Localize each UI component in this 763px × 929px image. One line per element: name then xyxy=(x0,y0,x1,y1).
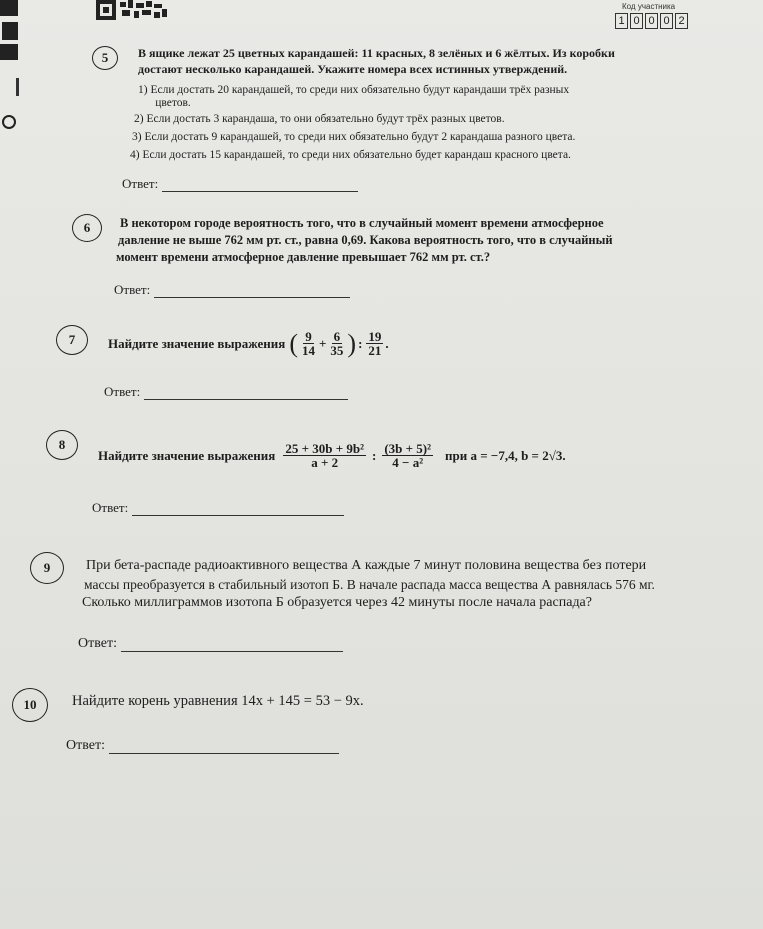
fraction-3-den: 21 xyxy=(368,343,382,358)
fraction-2-den: 35 xyxy=(330,343,344,358)
answer-label: Ответ: xyxy=(92,500,129,515)
question-9-number: 9 xyxy=(30,552,64,584)
end-period: . xyxy=(385,336,389,351)
answer-label: Ответ: xyxy=(104,384,141,399)
question-5-option-2: 2) Если достать 3 карандаша, то они обязательно будут трёх разных цветов. xyxy=(134,113,505,125)
fraction-1-num: 9 xyxy=(305,329,312,344)
code-digit-1: 1 xyxy=(615,13,628,29)
question-6-text-3: момент времени атмосферное давление превышает 762 мм рт. ст.? xyxy=(116,250,491,264)
fraction-3-num: 19 xyxy=(368,329,382,344)
close-paren: ) xyxy=(347,329,357,358)
fraction-2 xyxy=(328,330,345,357)
code-digit-2: 0 xyxy=(630,13,643,29)
fraction-1 xyxy=(283,442,366,469)
question-5-option-4: 4) Если достать 15 карандашей, то среди них обязательно будет карандаш красного цвета. xyxy=(130,149,571,161)
question-9-text-3: Сколько миллиграммов изотопа Б образуется через 42 минуты после начала распада? xyxy=(82,595,592,610)
question-8-condition: при a = −7,4, b = 2√3. xyxy=(445,448,566,463)
question-7-answer[interactable] xyxy=(104,384,348,400)
participant-code-label: Код участника xyxy=(622,2,676,11)
fraction-1-num: 25 + 30b + 9b² xyxy=(285,441,364,456)
question-7-text: Найдите значение выражения xyxy=(108,336,286,351)
margin-tick-icon xyxy=(16,78,19,96)
divide-sign: : xyxy=(358,336,363,351)
question-6-text-1: В некотором городе вероятность того, что в случайный момент времени атмосферное xyxy=(120,216,604,230)
question-7-number: 7 xyxy=(56,325,88,355)
question-5-option-1-cont: цветов. xyxy=(138,97,191,109)
question-5-number: 5 xyxy=(92,46,118,70)
question-8-number: 8 xyxy=(46,430,78,460)
question-5-text-1: В ящике лежат 25 цветных карандашей: 11 красных, 8 зелёных и 6 жёлтых. Из коробки xyxy=(138,46,615,60)
question-5-option-3: 3) Если достать 9 карандашей, то среди них обязательно будут 2 карандаша разного цвета. xyxy=(132,131,576,143)
question-6-answer[interactable] xyxy=(114,282,350,298)
question-5-option-1: 1) Если достать 20 карандашей, то среди них обязательно будут карандаши трёх разных xyxy=(138,84,570,96)
question-8-answer[interactable] xyxy=(92,500,344,516)
fraction-1 xyxy=(300,330,317,357)
margin-circle-icon xyxy=(2,115,16,129)
plus-sign: + xyxy=(318,336,327,351)
fraction-1-den: 14 xyxy=(301,343,315,358)
participant-code-boxes xyxy=(615,13,688,29)
answer-label: Ответ: xyxy=(114,282,151,297)
open-paren: ( xyxy=(289,329,298,358)
fraction-2-num: 6 xyxy=(333,329,341,344)
fraction-2-num: (3b + 5)² xyxy=(384,441,432,456)
corner-marker-low xyxy=(0,44,18,60)
question-9-text-1: При бета-распаде радиоактивного вещества А каждые 7 минут половина вещества без потери xyxy=(86,558,647,573)
question-10-number: 10 xyxy=(12,688,48,722)
corner-marker-top xyxy=(0,0,18,16)
question-10-answer[interactable] xyxy=(66,738,339,754)
fraction-1-den: a + 2 xyxy=(311,455,339,470)
answer-label: Ответ: xyxy=(78,636,117,651)
question-8-expression xyxy=(98,442,566,469)
code-digit-4: 0 xyxy=(660,13,673,29)
question-10-text: Найдите корень уравнения 14x + 145 = 53 − 9x. xyxy=(72,693,364,709)
question-7-expression xyxy=(108,330,389,357)
code-digit-3: 0 xyxy=(645,13,658,29)
question-5-text-2: достают несколько карандашей. Укажите номера всех истинных утверждений. xyxy=(138,62,568,76)
corner-marker-mid xyxy=(2,22,18,40)
divide-sign: : xyxy=(372,448,377,463)
question-6-text-2: давление не выше 762 мм рт. ст., равна 0,69. Какова вероятность того, что в случайный xyxy=(118,233,613,247)
qr-code xyxy=(96,0,168,20)
code-digit-5: 2 xyxy=(675,13,688,29)
question-8-text: Найдите значение выражения xyxy=(98,448,276,463)
question-9-text-2: массы преобразуется в стабильный изотоп Б. В начале распада масса вещества А равнялась 576 мг. xyxy=(84,577,655,592)
question-6-number: 6 xyxy=(72,214,102,242)
question-5-answer[interactable] xyxy=(122,176,358,192)
answer-label: Ответ: xyxy=(66,738,105,753)
fraction-2-den: 4 − a² xyxy=(392,455,424,470)
answer-label: Ответ: xyxy=(122,176,159,191)
fraction-3 xyxy=(366,330,383,357)
question-9-answer[interactable] xyxy=(78,636,343,652)
fraction-2 xyxy=(382,442,433,469)
